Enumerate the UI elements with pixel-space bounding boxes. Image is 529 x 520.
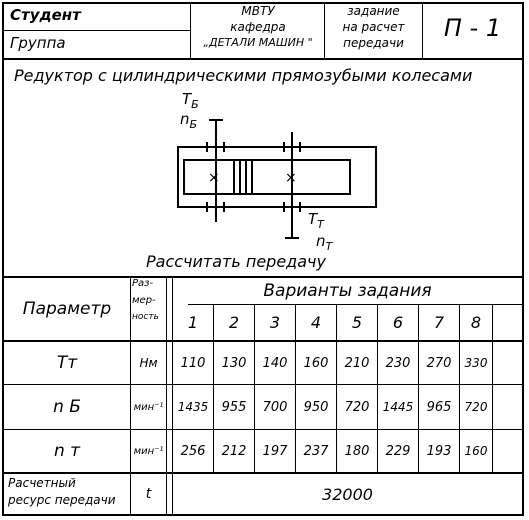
variant-number: 5 <box>351 313 363 332</box>
department-name: „ДЕТАЛИ МАШИН " <box>203 36 313 49</box>
department: кафедра <box>230 20 286 34</box>
value-cell: 330 <box>464 356 488 370</box>
task-line-1: задание <box>347 4 400 18</box>
value-cell: 160 <box>303 355 329 371</box>
value-cell: 955 <box>221 399 247 415</box>
param-header: Параметр <box>22 299 112 319</box>
value-cell: 212 <box>221 443 247 459</box>
value-cell: 210 <box>344 355 370 371</box>
param-n-input: n Б <box>53 397 81 417</box>
resource-value: 32000 <box>322 484 373 504</box>
input-torque-label: $T_Б$ <box>182 90 199 111</box>
value-cell: 720 <box>464 400 488 414</box>
param-t-output: Tт <box>56 353 78 373</box>
value-cell: 720 <box>344 399 370 415</box>
value-cell: 950 <box>303 399 329 415</box>
units-header-2: мер- <box>132 295 156 306</box>
variant-number: 7 <box>433 313 445 332</box>
value-cell: 160 <box>464 444 488 458</box>
variant-number: 4 <box>310 313 322 332</box>
value-cell: 237 <box>303 443 329 459</box>
unit-cell: Нм <box>139 356 158 370</box>
reducer-title: Редуктор с цилиндрическими прямозубыми колесами <box>14 66 473 85</box>
value-cell: 140 <box>262 355 288 371</box>
param-n-output: n т <box>53 441 81 461</box>
task-line-3: передачи <box>343 36 404 50</box>
input-speed-label: $n_Б$ <box>180 110 198 131</box>
unit-cell: мин⁻¹ <box>133 401 164 413</box>
student-label: Студент <box>10 6 81 24</box>
units-header-1: Раз- <box>132 278 154 289</box>
value-cell: 270 <box>426 355 452 371</box>
output-torque-label: $T_Т$ <box>308 210 324 231</box>
task-line-2: на расчет <box>342 20 405 34</box>
resource-label-1: Расчетный <box>8 476 76 490</box>
units-header-3: ность <box>132 312 159 322</box>
institution: МВТУ <box>241 4 275 18</box>
unit-cell: мин⁻¹ <box>133 445 164 457</box>
value-cell: 193 <box>426 443 452 459</box>
variant-number: 3 <box>269 313 281 332</box>
value-cell: 700 <box>262 399 288 415</box>
resource-label-2: ресурс передачи <box>8 493 116 507</box>
variant-number: 1 <box>187 313 199 332</box>
value-cell: 1435 <box>177 400 209 414</box>
resource-unit: t <box>145 486 152 502</box>
value-cell: 230 <box>385 355 411 371</box>
variant-number: 6 <box>392 313 404 332</box>
group-label: Группа <box>10 34 66 52</box>
output-speed-label: $n_Т$ <box>316 232 333 253</box>
variants-header: Варианты задания <box>263 281 432 301</box>
value-cell: 965 <box>426 399 452 415</box>
value-cell: 229 <box>385 443 411 459</box>
value-cell: 1445 <box>382 400 414 414</box>
gearbox-diagram <box>2 2 524 272</box>
value-cell: 110 <box>180 355 206 371</box>
variant-number: 2 <box>228 313 240 332</box>
value-cell: 256 <box>180 443 206 459</box>
value-cell: 197 <box>262 443 288 459</box>
gear-mark-right: × <box>285 170 297 186</box>
task-code: П - 1 <box>443 14 502 42</box>
instruction-text: Рассчитать передачу <box>146 252 326 271</box>
task-card <box>2 2 524 516</box>
variant-number: 8 <box>470 313 482 332</box>
value-cell: 180 <box>344 443 370 459</box>
gear-mark-left: × <box>208 170 220 186</box>
value-cell: 130 <box>221 355 247 371</box>
